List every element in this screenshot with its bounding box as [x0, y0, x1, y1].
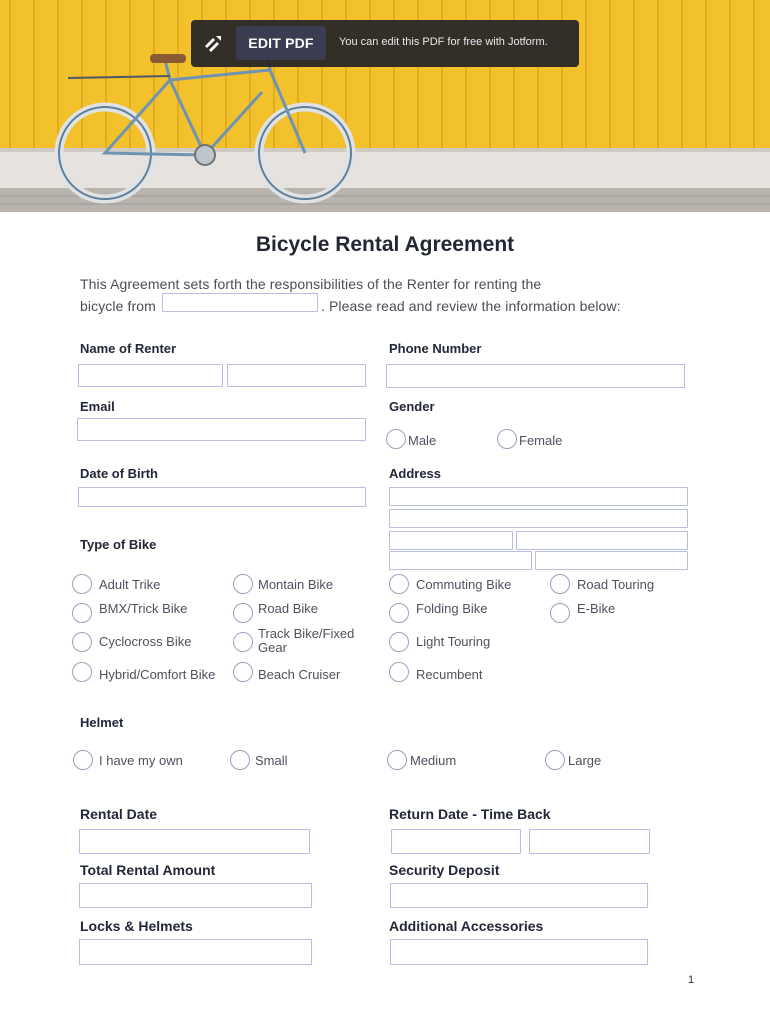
bike-adult-trike-label: Adult Trike — [99, 577, 161, 592]
bike-track-radio[interactable] — [233, 632, 253, 652]
last-name-field[interactable] — [227, 364, 366, 387]
return-date-label: Return Date - Time Back — [389, 806, 551, 822]
additional-accessories-label: Additional Accessories — [389, 918, 544, 934]
total-amount-label: Total Rental Amount — [80, 862, 216, 878]
bike-bmx-radio[interactable] — [72, 603, 92, 623]
jotform-pen-icon — [201, 32, 225, 56]
helmet-small-label: Small — [255, 753, 288, 768]
dob-label: Date of Birth — [80, 466, 158, 481]
name-label: Name of Renter — [80, 341, 177, 356]
address-zip-field[interactable] — [389, 551, 532, 570]
edit-pdf-button[interactable]: EDIT PDF — [236, 26, 326, 60]
bike-road-label: Road Bike — [258, 601, 318, 616]
bike-folding-label: Folding Bike — [416, 601, 488, 616]
helmet-small-radio[interactable] — [230, 750, 250, 770]
address-line-1-field[interactable] — [389, 487, 688, 506]
bike-hybrid-label: Hybrid/Comfort Bike — [99, 667, 216, 682]
bike-recumbent-label: Recumbent — [416, 667, 483, 682]
bike-hybrid-radio[interactable] — [72, 662, 92, 682]
intro-line-1: This Agreement sets forth the responsibilities of the Renter for renting the — [80, 276, 542, 292]
return-time-field[interactable] — [529, 829, 650, 854]
gender-male-radio[interactable] — [386, 429, 406, 449]
bike-adult-trike-radio[interactable] — [72, 574, 92, 594]
bike-bmx-label: BMX/Trick Bike — [99, 601, 188, 616]
bike-ebike-radio[interactable] — [550, 603, 570, 623]
helmet-large-label: Large — [568, 753, 602, 768]
bike-beach-cruiser-radio[interactable] — [233, 662, 253, 682]
helmet-medium-radio[interactable] — [387, 750, 407, 770]
bike-commuting-label: Commuting Bike — [416, 577, 512, 592]
bike-cyclocross-radio[interactable] — [72, 632, 92, 652]
bike-commuting-radio[interactable] — [389, 574, 409, 594]
bike-track-label: Track Bike/Fixed Gear — [258, 626, 355, 655]
locks-helmets-field[interactable] — [79, 939, 312, 965]
additional-accessories-field[interactable] — [390, 939, 648, 965]
phone-label: Phone Number — [389, 341, 482, 356]
address-label: Address — [389, 466, 442, 481]
address-city-field[interactable] — [389, 531, 513, 550]
page-title: Bicycle Rental Agreement — [255, 233, 515, 256]
bike-recumbent-radio[interactable] — [389, 662, 409, 682]
bike-beach-cruiser-label: Beach Cruiser — [258, 667, 341, 682]
bike-cyclocross-label: Cyclocross Bike — [99, 634, 192, 649]
address-state-field[interactable] — [516, 531, 688, 550]
dob-field[interactable] — [78, 487, 366, 507]
gender-female-label: Female — [519, 433, 563, 448]
first-name-field[interactable] — [78, 364, 223, 387]
bike-folding-radio[interactable] — [389, 603, 409, 623]
rental-date-label: Rental Date — [80, 806, 158, 822]
bike-mountain-label: Montain Bike — [258, 577, 334, 592]
intro-line-2-prefix: bicycle from — [80, 298, 156, 314]
return-date-field[interactable] — [391, 829, 521, 854]
edit-pdf-message: You can edit this PDF for free with Jotform. — [339, 36, 548, 48]
bike-mountain-radio[interactable] — [233, 574, 253, 594]
helmet-own-radio[interactable] — [73, 750, 93, 770]
email-label: Email — [80, 399, 115, 414]
address-line-2-field[interactable] — [389, 509, 688, 528]
intro-line-2-suffix: . Please read and review the information below: — [321, 298, 621, 314]
rental-company-field[interactable] — [162, 293, 318, 312]
helmet-own-label: I have my own — [99, 753, 183, 768]
security-deposit-label: Security Deposit — [389, 862, 500, 878]
bike-road-touring-radio[interactable] — [550, 574, 570, 594]
gender-male-label: Male — [408, 433, 437, 448]
email-field[interactable] — [77, 418, 366, 441]
helmet-large-radio[interactable] — [545, 750, 565, 770]
security-deposit-field[interactable] — [390, 883, 648, 908]
bike-type-label: Type of Bike — [80, 537, 157, 552]
bike-light-touring-radio[interactable] — [389, 632, 409, 652]
page-number: 1 — [688, 974, 695, 986]
bike-light-touring-label: Light Touring — [416, 634, 491, 649]
phone-field[interactable] — [386, 364, 685, 388]
total-amount-field[interactable] — [79, 883, 312, 908]
bike-ebike-label: E-Bike — [577, 601, 616, 616]
address-country-field[interactable] — [535, 551, 688, 570]
helmet-medium-label: Medium — [410, 753, 457, 768]
gender-label: Gender — [389, 399, 435, 414]
bike-road-touring-label: Road Touring — [577, 577, 655, 592]
helmet-label: Helmet — [80, 715, 124, 730]
bike-road-radio[interactable] — [233, 603, 253, 623]
gender-female-radio[interactable] — [497, 429, 517, 449]
locks-helmets-label: Locks & Helmets — [80, 918, 193, 934]
rental-date-field[interactable] — [79, 829, 310, 854]
